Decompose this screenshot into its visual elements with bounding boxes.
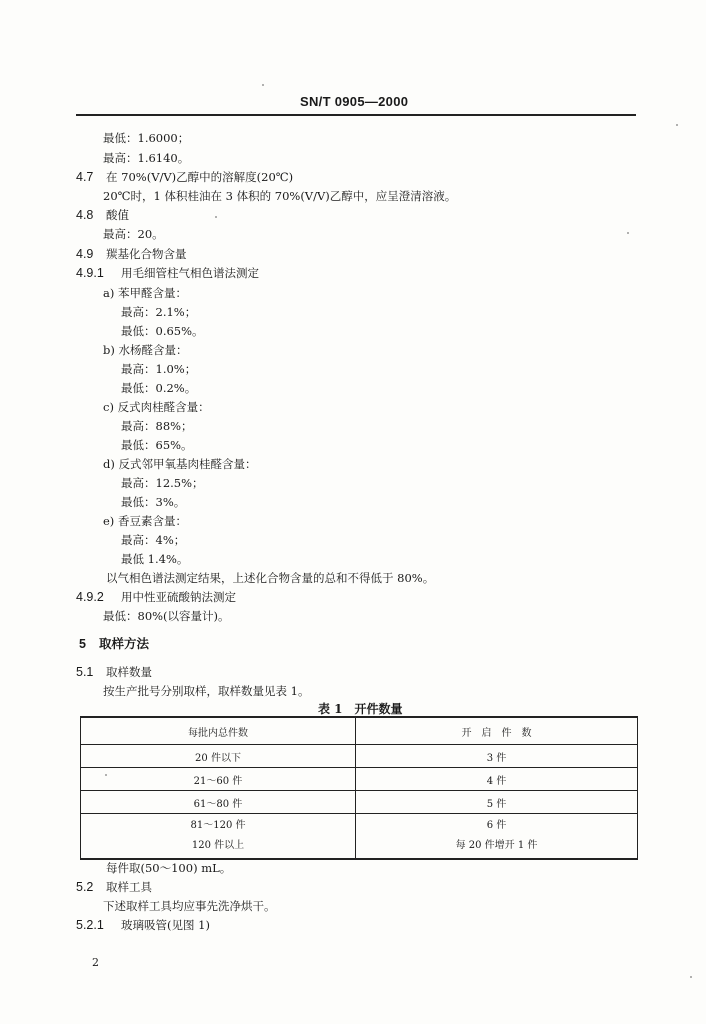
scan-speck (690, 976, 692, 978)
section-number: 5.2.1 (76, 918, 104, 932)
list-item-value: 最高：1.0%； (121, 362, 197, 376)
list-item: d) 反式邻甲氧基肉桂醛含量： (103, 457, 257, 471)
table-cell-line: 每 20 件增开 1 件 (455, 840, 538, 851)
table-cell-line: 6 件 (486, 820, 507, 831)
list-item-value: 最高：4%； (121, 533, 186, 547)
list-item-value: 最低：0.2%。 (121, 381, 197, 395)
section-number: 5 (79, 637, 86, 651)
paragraph: 最高：20。 (103, 227, 164, 241)
table-cell: 4 件 (356, 768, 638, 791)
table-cell-line: 120 件以上 (191, 840, 245, 851)
table-cell (356, 814, 638, 860)
paragraph: 按生产批号分别取样，取样数量见表 1。 (103, 684, 310, 698)
table-header-cell: 开 启 件 数 (356, 717, 638, 745)
paragraph: 每件取(50～100) mL。 (106, 861, 232, 875)
list-item: c) 反式肉桂醛含量： (103, 400, 210, 414)
list-item-value: 最低：0.65%。 (121, 324, 204, 338)
paragraph: 最低：80%(以容量计)。 (103, 609, 230, 623)
paragraph: 下述取样工具均应事先洗净烘干。 (103, 899, 276, 913)
section-title: 取样方法 (99, 636, 150, 651)
section-title: 酸值 (106, 208, 129, 222)
section-number: 4.8 (76, 208, 94, 222)
table-row (81, 791, 638, 814)
list-item-value: 最高：2.1%； (121, 305, 197, 319)
list-item: a) 苯甲醛含量： (103, 286, 187, 300)
paragraph: 以气相色谱法测定结果，上述化合物含量的总和不得低于 80%。 (106, 571, 435, 585)
list-item-value: 最低 1.4%。 (121, 552, 189, 566)
table-header-cell: 每批内总件数 (81, 717, 356, 745)
paragraph: 20℃时，1 体积桂油在 3 体积的 70%(V/V)乙醇中，应呈澄清溶液。 (103, 189, 457, 203)
section-title: 羰基化合物含量 (106, 247, 187, 261)
section-number: 4.9.1 (76, 266, 104, 280)
table-row (81, 768, 638, 791)
section-title: 用毛细管柱气相色谱法测定 (121, 266, 259, 280)
scan-speck (105, 774, 107, 776)
table-cell-line: 81～120 件 (190, 820, 246, 831)
table-row (81, 745, 638, 768)
table-cell: 3 件 (356, 745, 638, 768)
section-number: 5.1 (76, 665, 94, 679)
scan-speck (676, 124, 678, 126)
refractive-max: 最高：1.6140。 (103, 151, 190, 165)
table-row (81, 814, 638, 860)
table-cell: 61～80 件 (81, 791, 356, 814)
section-number: 4.9.2 (76, 590, 104, 604)
list-item: e) 香豆素含量： (103, 514, 187, 528)
section-number: 4.7 (76, 170, 94, 184)
table-cell: 5 件 (356, 791, 638, 814)
refractive-min: 最低：1.6000； (103, 131, 190, 145)
list-item-value: 最高：12.5%； (121, 476, 204, 490)
table-caption: 表 1 开件数量 (318, 702, 403, 716)
table-cell: 20 件以下 (81, 745, 356, 768)
section-title: 在 70%(V/V)乙醇中的溶解度(20℃) (106, 170, 294, 184)
sample-count-table (80, 716, 638, 860)
scan-speck (627, 232, 629, 234)
section-title: 取样工具 (106, 880, 152, 894)
header-rule (76, 114, 636, 116)
scan-speck (262, 84, 264, 86)
list-item: b) 水杨醛含量： (103, 343, 188, 357)
standard-number: SN/T 0905—2000 (300, 94, 409, 109)
scan-speck (215, 216, 217, 218)
section-number: 4.9 (76, 247, 94, 261)
table-cell: 21～60 件 (81, 768, 356, 791)
list-item-value: 最低：65%。 (121, 438, 193, 452)
section-title: 玻璃吸管(见图 1) (121, 918, 210, 932)
list-item-value: 最低：3%。 (121, 495, 186, 509)
section-title: 取样数量 (106, 665, 152, 679)
list-item-value: 最高：88%； (121, 419, 193, 433)
table-cell (81, 814, 356, 860)
section-number: 5.2 (76, 880, 94, 894)
page-number: 2 (92, 956, 99, 969)
section-title: 用中性亚硫酸钠法测定 (121, 590, 236, 604)
